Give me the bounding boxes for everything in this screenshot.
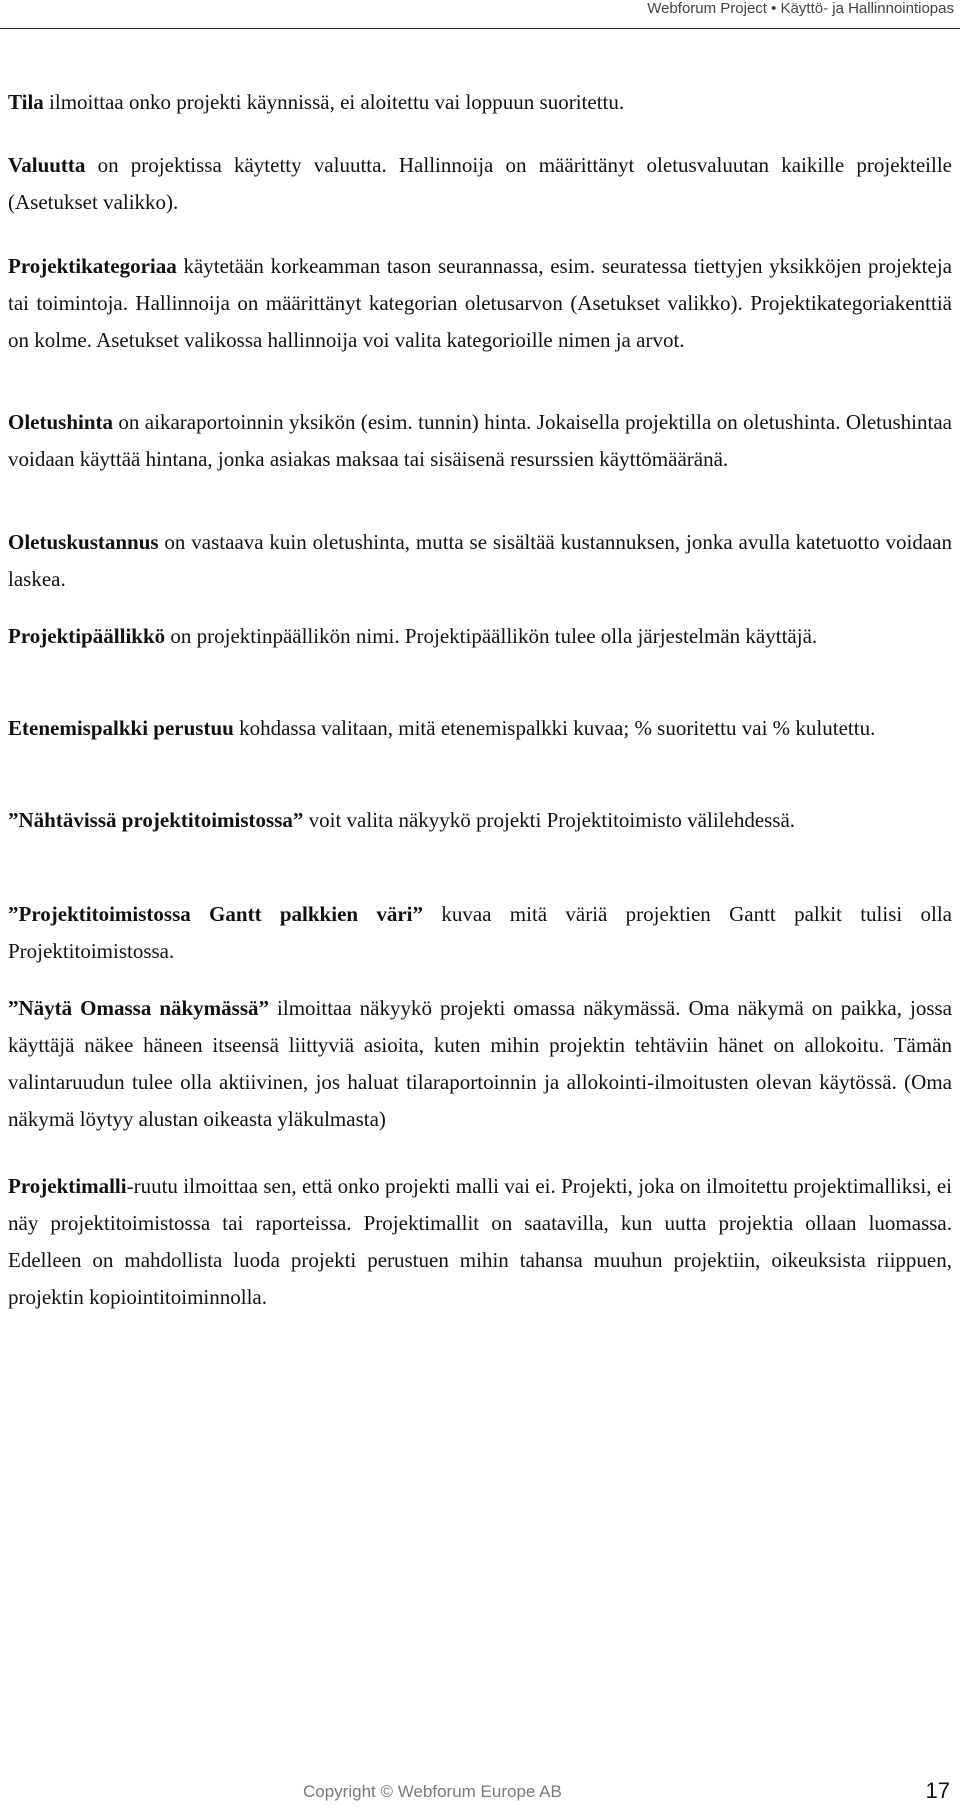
paragraph-valuutta (8, 147, 952, 221)
term-oletuskustannus: Oletuskustannus (8, 530, 159, 554)
term-etenemispalkki: Etenemispalkki perustuu (8, 716, 234, 740)
paragraph-projektikategoriaa (8, 248, 952, 359)
paragraph-oletushinta (8, 404, 952, 478)
term-valuutta: Valuutta (8, 153, 86, 177)
definition-valuutta: on projektissa käytetty valuutta. Hallinnoija on määrittänyt oletusvaluutan kaikille projekteille (Asetukset valikko). (8, 153, 952, 214)
paragraph-oletuskustannus (8, 524, 952, 598)
paragraph-gantt-vari (8, 896, 952, 970)
definition-oletuskustannus: on vastaava kuin oletushinta, mutta se sisältää kustannuksen, jonka avulla katetuotto voidaan laskea. (8, 530, 952, 591)
document-footer (0, 1778, 960, 1804)
term-gantt-vari: ”Projektitoimistossa Gantt palkkien väri” (8, 902, 424, 926)
definition-oma-nakyma: ilmoittaa näkyykö projekti omassa näkymässä. Oma näkymä on paikka, jossa käyttäjä näkee häneen itseensä liittyviä asioita, kuten mihin projektin tehtäviin hänet on allokoitu. Tämän valintaruudun tulee olla aktiivinen, jos haluat tilaraportoinnin ja allokointi-ilmoitusten olevan käytössä. (Oma näkymä löytyy alustan oikeasta yläkulmasta) (8, 996, 953, 1131)
definition-tila: ilmoittaa onko projekti käynnissä, ei aloitettu vai loppuun suoritettu. (43, 90, 625, 114)
definition-nahtavissa: voit valita näkyykö projekti Projektitoimisto välilehdessä. (303, 808, 796, 832)
term-oletushinta: Oletushinta (8, 410, 114, 434)
term-projektikategoriaa: Projektikategoriaa (8, 254, 177, 278)
term-nahtavissa: ”Nähtävissä projektitoimistossa” (8, 808, 304, 832)
definition-oletushinta: on aikaraportoinnin yksikön (esim. tunnin) hinta. Jokaisella projektilla on oletushinta. Oletushintaa voidaan käyttää hintana, jonka asiakas maksaa tai sisäisenä resurssien käyttömääränä. (8, 410, 952, 471)
definition-projektimalli: -ruutu ilmoittaa sen, että onko projekti malli vai ei. Projekti, joka on ilmoitettu projektimalliksi, ei näy projektitoimistossa tai raporteissa. Projektimallit on saatavilla, kun uutta projektia ollaan luomassa. Edelleen on mahdollista luoda projekti perustuen mihin tahansa muuhun projektiin, oikeuksista riippuen, projektin kopiointitoiminnolla. (8, 1174, 952, 1309)
paragraph-etenemispalkki (8, 710, 952, 747)
definition-projektikategoriaa: käytetään korkeamman tason seurannassa, esim. seuratessa tiettyjen yksikköjen projekteja tai toimintoja. Hallinnoija on määrittänyt kategorian oletusarvon (Asetukset valikko). Projektikategoriakenttiä on kolme. Asetukset valikossa hallinnoija voi valita kategorioille nimen ja arvot. (8, 254, 952, 352)
definition-projektipaallikko: on projektinpäällikön nimi. Projektipäällikön tulee olla järjestelmän käyttäjä. (165, 624, 818, 648)
paragraph-tila (8, 84, 952, 121)
paragraph-projektipaallikko (8, 618, 952, 655)
term-tila: Tila (8, 90, 44, 114)
header-divider (0, 28, 960, 29)
term-oma-nakyma: ”Näytä Omassa näkymässä” (8, 996, 270, 1020)
page-number: 17 (925, 1778, 950, 1803)
document-header (0, 0, 960, 20)
paragraph-nahtavissa (8, 802, 952, 839)
paragraph-oma-nakyma (8, 990, 952, 1138)
term-projektimalli: Projektimalli (8, 1174, 127, 1198)
document-title: Webforum Project • Käyttö- ja Hallinnointiopas (647, 0, 954, 17)
definition-gantt-vari: kuvaa mitä väriä projektien Gantt palkit tulisi olla Projektitoimistossa. (8, 902, 952, 963)
copyright-text: Copyright © Webforum Europe AB (303, 1782, 562, 1801)
definition-etenemispalkki: kohdassa valitaan, mitä etenemispalkki kuvaa; % suoritettu vai % kulutettu. (233, 716, 876, 740)
paragraph-projektimalli (8, 1168, 952, 1316)
term-projektipaallikko: Projektipäällikkö (8, 624, 166, 648)
